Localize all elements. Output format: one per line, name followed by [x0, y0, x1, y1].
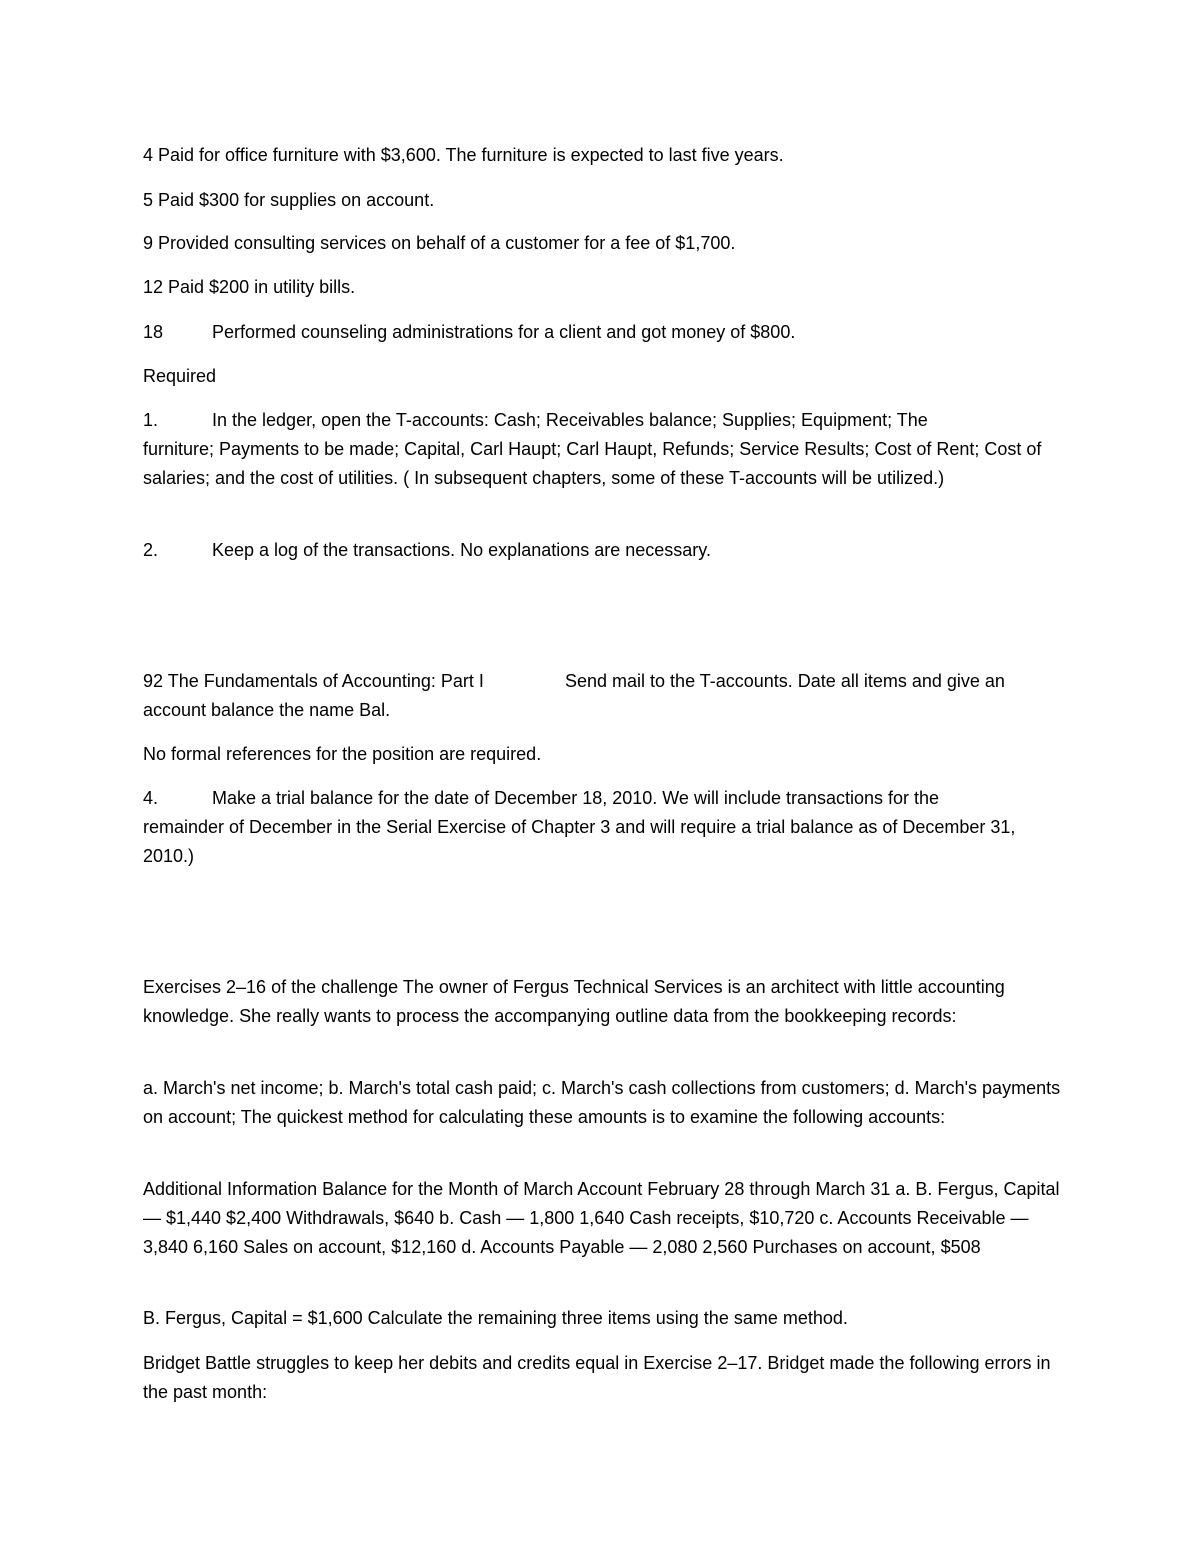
required-item-1-first-line	[143, 406, 1063, 435]
transaction-line-9: 9 Provided consulting services on behalf of a customer for a fee of $1,700.	[143, 233, 736, 253]
capital-calculation: B. Fergus, Capital = $1,600 Calculate the remaining three items using the same method.	[143, 1308, 848, 1328]
exercise-2-16-intro: Exercises 2–16 of the challenge The owner of Fergus Technical Services is an architect with little accounting knowledge. She really wants to process the accompanying outline data from the bookkeeping records:	[143, 977, 1005, 1026]
required-item-1-continuation: furniture; Payments to be made; Capital, Carl Haupt; Carl Haupt, Refunds; Service Results; Cost of Rent; Cost of salaries; and the cost of utilities. ( In subsequent chapters, some of these T-accounts will be utilized.)	[143, 439, 1042, 488]
required-item-2	[143, 536, 1063, 565]
item-number: 1.	[143, 410, 159, 430]
required-item-4-first-line	[143, 784, 1063, 813]
required-item-4-continuation: remainder of December in the Serial Exercise of Chapter 3 and will require a trial balance as of December 31, 2010.)	[143, 817, 1016, 866]
item-number: 2.	[143, 540, 159, 560]
no-references-line: No formal references for the position are required.	[143, 744, 542, 764]
transaction-number: 18	[143, 322, 164, 342]
item-number: 4.	[143, 788, 159, 808]
transaction-line-18	[143, 318, 1063, 347]
additional-information: Additional Information Balance for the Month of March Account February 28 through March 31 a. B. Fergus, Capital — $1,440 $2,400 Withdrawals, $640 b. Cash — 1,800 1,640 Cash receipts, $10,720 c. Accounts Receivable — 3,840 6,160 Sales on account, $12,160 d. Accounts Payable — 2,080 2,560 Purchases on account, $508	[143, 1179, 1060, 1257]
required-item-1	[143, 406, 1063, 493]
transaction-line-4: 4 Paid for office furniture with $3,600. The furniture is expected to last five years.	[143, 145, 784, 165]
footer-continuation: Send mail to the T-accounts. Date all items and give an	[565, 671, 1005, 691]
transaction-text: Performed counseling administrations for a client and got money of $800.	[212, 322, 796, 342]
item-text: In the ledger, open the T-accounts: Cash; Receivables balance; Supplies; Equipment; The	[212, 410, 928, 430]
footer-second-line: account balance the name Bal.	[143, 700, 391, 720]
required-heading: Required	[143, 366, 217, 386]
item-text: Make a trial balance for the date of December 18, 2010. We will include transactions for the	[212, 788, 940, 808]
exercise-2-16-questions: a. March's net income; b. March's total cash paid; c. March's cash collections from customers; d. March's payments on account; The quickest method for calculating these amounts is to examine the following accounts:	[143, 1078, 1061, 1127]
footer-first-line	[143, 667, 1063, 696]
footer-label: 92 The Fundamentals of Accounting: Part I	[143, 671, 484, 691]
item-text: Keep a log of the transactions. No explanations are necessary.	[212, 540, 711, 560]
required-item-4	[143, 784, 1063, 871]
transaction-line-12: 12 Paid $200 in utility bills.	[143, 277, 356, 297]
page-break-footer	[143, 667, 1063, 725]
exercise-2-17-intro: Bridget Battle struggles to keep her debits and credits equal in Exercise 2–17. Bridget made the following errors in the past month:	[143, 1353, 1051, 1402]
transaction-line-5: 5 Paid $300 for supplies on account.	[143, 190, 435, 210]
